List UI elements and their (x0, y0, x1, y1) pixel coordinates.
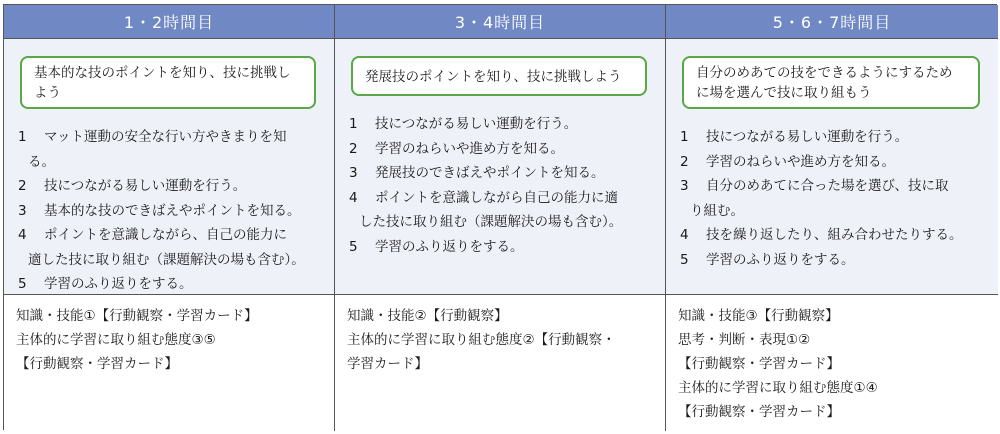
evaluation-cell-2 (335, 295, 666, 431)
step-item (16, 199, 324, 224)
evaluation-line: 知識・技能②【行動観察】 (347, 308, 508, 324)
step-number: 4 (18, 227, 27, 243)
activity-cell-2 (335, 39, 666, 295)
goal-box (20, 56, 316, 109)
step-item (16, 223, 324, 248)
evaluation-line: 知識・技能①【行動観察・学習カード】 (16, 308, 258, 324)
evaluation-line: 【行動観察・学習カード】 (678, 356, 840, 372)
step-item (16, 174, 324, 199)
step-number (678, 199, 690, 224)
step-number: 3 (349, 165, 358, 181)
step-number: 3 (18, 202, 27, 219)
evaluation-line: 主体的に学習に取り組む態度③⑤ (16, 332, 216, 348)
step-number: 5 (349, 238, 358, 255)
step-item (678, 223, 988, 248)
evaluation-line: 思考・判断・表現①② (678, 332, 811, 348)
step-item (347, 137, 655, 162)
step-number: 4 (680, 227, 689, 243)
step-text: 学習のふり返りをする。 (44, 276, 193, 292)
step-text: 技を繰り返したり、組み合わせたりする。 (706, 227, 963, 243)
step-number: 1 (18, 129, 27, 145)
goal-box (682, 56, 980, 109)
step-item (347, 186, 655, 211)
step-item (678, 125, 988, 150)
step-item (678, 199, 988, 224)
evaluation-line: 【行動観察・学習カード】 (678, 404, 840, 420)
step-item (347, 210, 655, 235)
step-text: 技につながる易しい運動を行う。 (375, 116, 578, 132)
step-text: 技につながる易しい運動を行う。 (44, 178, 247, 194)
step-item (16, 272, 324, 297)
step-text: ポイントを意識しながら自己の能力に適 (375, 189, 618, 206)
step-number: 3 (680, 178, 689, 194)
step-text: マット運動の安全な行い方やきまりを知 (44, 129, 287, 145)
step-number: 2 (18, 178, 27, 194)
step-number: 2 (349, 140, 358, 157)
step-item (678, 248, 988, 273)
step-text: 学習のねらいや進め方を知る。 (375, 140, 564, 157)
step-item (678, 174, 988, 199)
goal-box (351, 56, 647, 96)
step-text: り組む。 (690, 202, 744, 219)
step-number (16, 150, 28, 175)
step-number: 4 (349, 189, 358, 206)
step-item (16, 125, 324, 150)
step-text: 発展技のできばえやポイントを知る。 (375, 165, 605, 181)
step-list (16, 125, 324, 297)
evaluation-line: 【行動観察・学習カード】 (16, 356, 178, 372)
evaluation-cell-3 (666, 295, 998, 431)
step-list (347, 112, 655, 259)
column-header-3: 5・6・7時間目 (666, 5, 998, 39)
goal-text-line: 発展技のポイントを知り、技に挑戦しよう (365, 68, 622, 85)
step-text: 自分のめあてに合った場を選び、技に取 (706, 178, 949, 194)
step-number (16, 248, 28, 273)
step-number: 1 (349, 116, 358, 132)
step-item (16, 248, 324, 273)
activity-cell-3 (666, 39, 998, 295)
goal-text-line: 基本的な技のポイントを知り、技に挑戦し (34, 65, 291, 81)
step-item (347, 112, 655, 137)
step-text: ポイントを意識しながら、自己の能力に (44, 227, 287, 243)
step-number: 2 (680, 153, 689, 170)
column-header-1: 1・2時間目 (4, 5, 335, 39)
step-text: した技に取り組む（課題解決の場も含む）。 (359, 214, 623, 230)
step-item (678, 150, 988, 175)
step-number: 1 (680, 129, 689, 145)
step-text: 技につながる易しい運動を行う。 (706, 129, 909, 145)
step-item (347, 235, 655, 260)
evaluation-line: 学習カード】 (347, 356, 428, 372)
step-item (347, 161, 655, 186)
step-number (347, 210, 359, 235)
step-text: 適した技に取り組む（課題解決の場も含む）。 (28, 251, 305, 268)
lesson-plan-table (3, 4, 997, 430)
step-text: る。 (28, 153, 55, 170)
goal-text-line: に場を選んで技に取り組もう (696, 85, 872, 101)
step-number: 5 (680, 251, 689, 268)
activity-cell-1 (4, 39, 335, 295)
step-text: 学習のねらいや進め方を知る。 (706, 153, 895, 170)
step-text: 学習のふり返りをする。 (706, 251, 855, 268)
step-text: 学習のふり返りをする。 (375, 238, 524, 255)
evaluation-cell-1 (4, 295, 335, 431)
step-number: 5 (18, 276, 27, 292)
goal-text-line: 自分のめあての技をできるようにするため (696, 65, 953, 81)
step-list (678, 125, 988, 272)
evaluation-line: 主体的に学習に取り組む態度②【行動観察・ (347, 332, 616, 348)
evaluation-line: 主体的に学習に取り組む態度①④ (678, 380, 878, 396)
evaluation-line: 知識・技能③【行動観察】 (678, 308, 839, 324)
column-header-2: 3・4時間目 (335, 5, 666, 39)
step-text: 基本的な技のできばえやポイントを知る。 (44, 202, 301, 219)
goal-text-line: よう (34, 85, 61, 101)
step-item (16, 150, 324, 175)
